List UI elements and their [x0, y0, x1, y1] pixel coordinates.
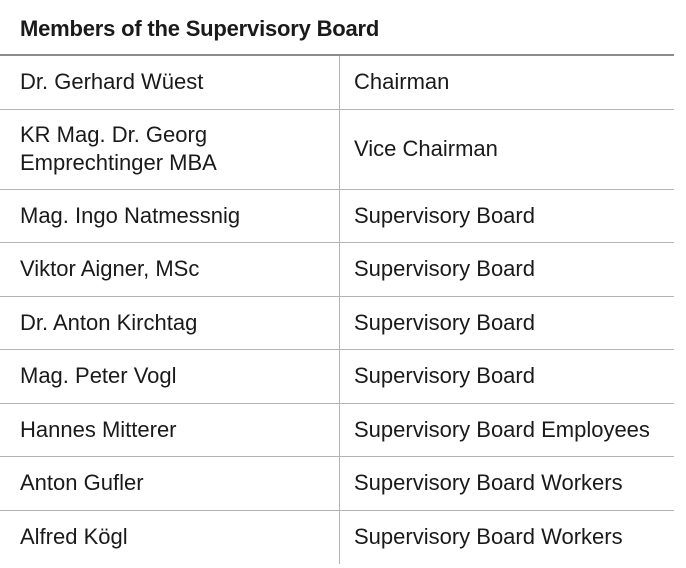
member-name-line: Viktor Aigner, MSc	[20, 256, 200, 282]
table-row	[0, 511, 674, 565]
table-row	[0, 404, 674, 458]
column-divider	[339, 56, 340, 109]
member-name-line: Dr. Gerhard Wüest	[20, 69, 204, 95]
member-name	[20, 416, 320, 444]
member-role: Supervisory Board	[354, 256, 535, 282]
table-row	[0, 190, 674, 244]
member-name-line: Hannes Mitterer	[20, 416, 177, 442]
table-row	[0, 243, 674, 297]
table-row	[0, 350, 674, 404]
member-name-line: Mag. Ingo Natmessnig	[20, 202, 241, 228]
member-role: Vice Chairman	[354, 136, 498, 161]
column-divider	[339, 404, 340, 457]
member-role: Supervisory Board	[354, 202, 535, 228]
member-name	[20, 523, 320, 551]
member-name	[20, 202, 320, 230]
member-role: Supervisory Board	[354, 309, 535, 335]
table-header	[0, 0, 674, 56]
column-divider	[339, 110, 340, 189]
table-row	[0, 297, 674, 351]
member-name-line: Emprechtinger MBA	[20, 150, 217, 175]
member-name	[20, 469, 320, 497]
member-role: Supervisory Board Workers	[354, 470, 623, 496]
member-name	[20, 68, 320, 96]
column-divider	[339, 350, 340, 403]
member-name	[20, 121, 320, 177]
column-divider	[339, 511, 340, 565]
member-name	[20, 255, 320, 283]
member-name	[20, 362, 320, 390]
member-name-line: Alfred Kögl	[20, 524, 128, 550]
column-divider	[339, 457, 340, 510]
member-name-line: Dr. Anton Kirchtag	[20, 309, 198, 335]
member-role: Chairman	[354, 69, 450, 95]
member-name-line: Mag. Peter Vogl	[20, 363, 177, 389]
member-name-line: Anton Gufler	[20, 470, 144, 496]
member-role: Supervisory Board	[354, 363, 535, 389]
column-divider	[339, 190, 340, 243]
table-row	[0, 56, 674, 110]
column-divider	[339, 297, 340, 350]
column-divider	[339, 243, 340, 296]
member-name-line: KR Mag. Dr. Georg	[20, 122, 208, 147]
table-row	[0, 110, 674, 190]
member-name	[20, 309, 320, 337]
table-body	[0, 56, 674, 564]
member-role: Supervisory Board Workers	[354, 524, 623, 550]
table-row	[0, 457, 674, 511]
table-title: Members of the Supervisory Board	[20, 16, 380, 41]
member-role: Supervisory Board Employees	[354, 416, 650, 442]
